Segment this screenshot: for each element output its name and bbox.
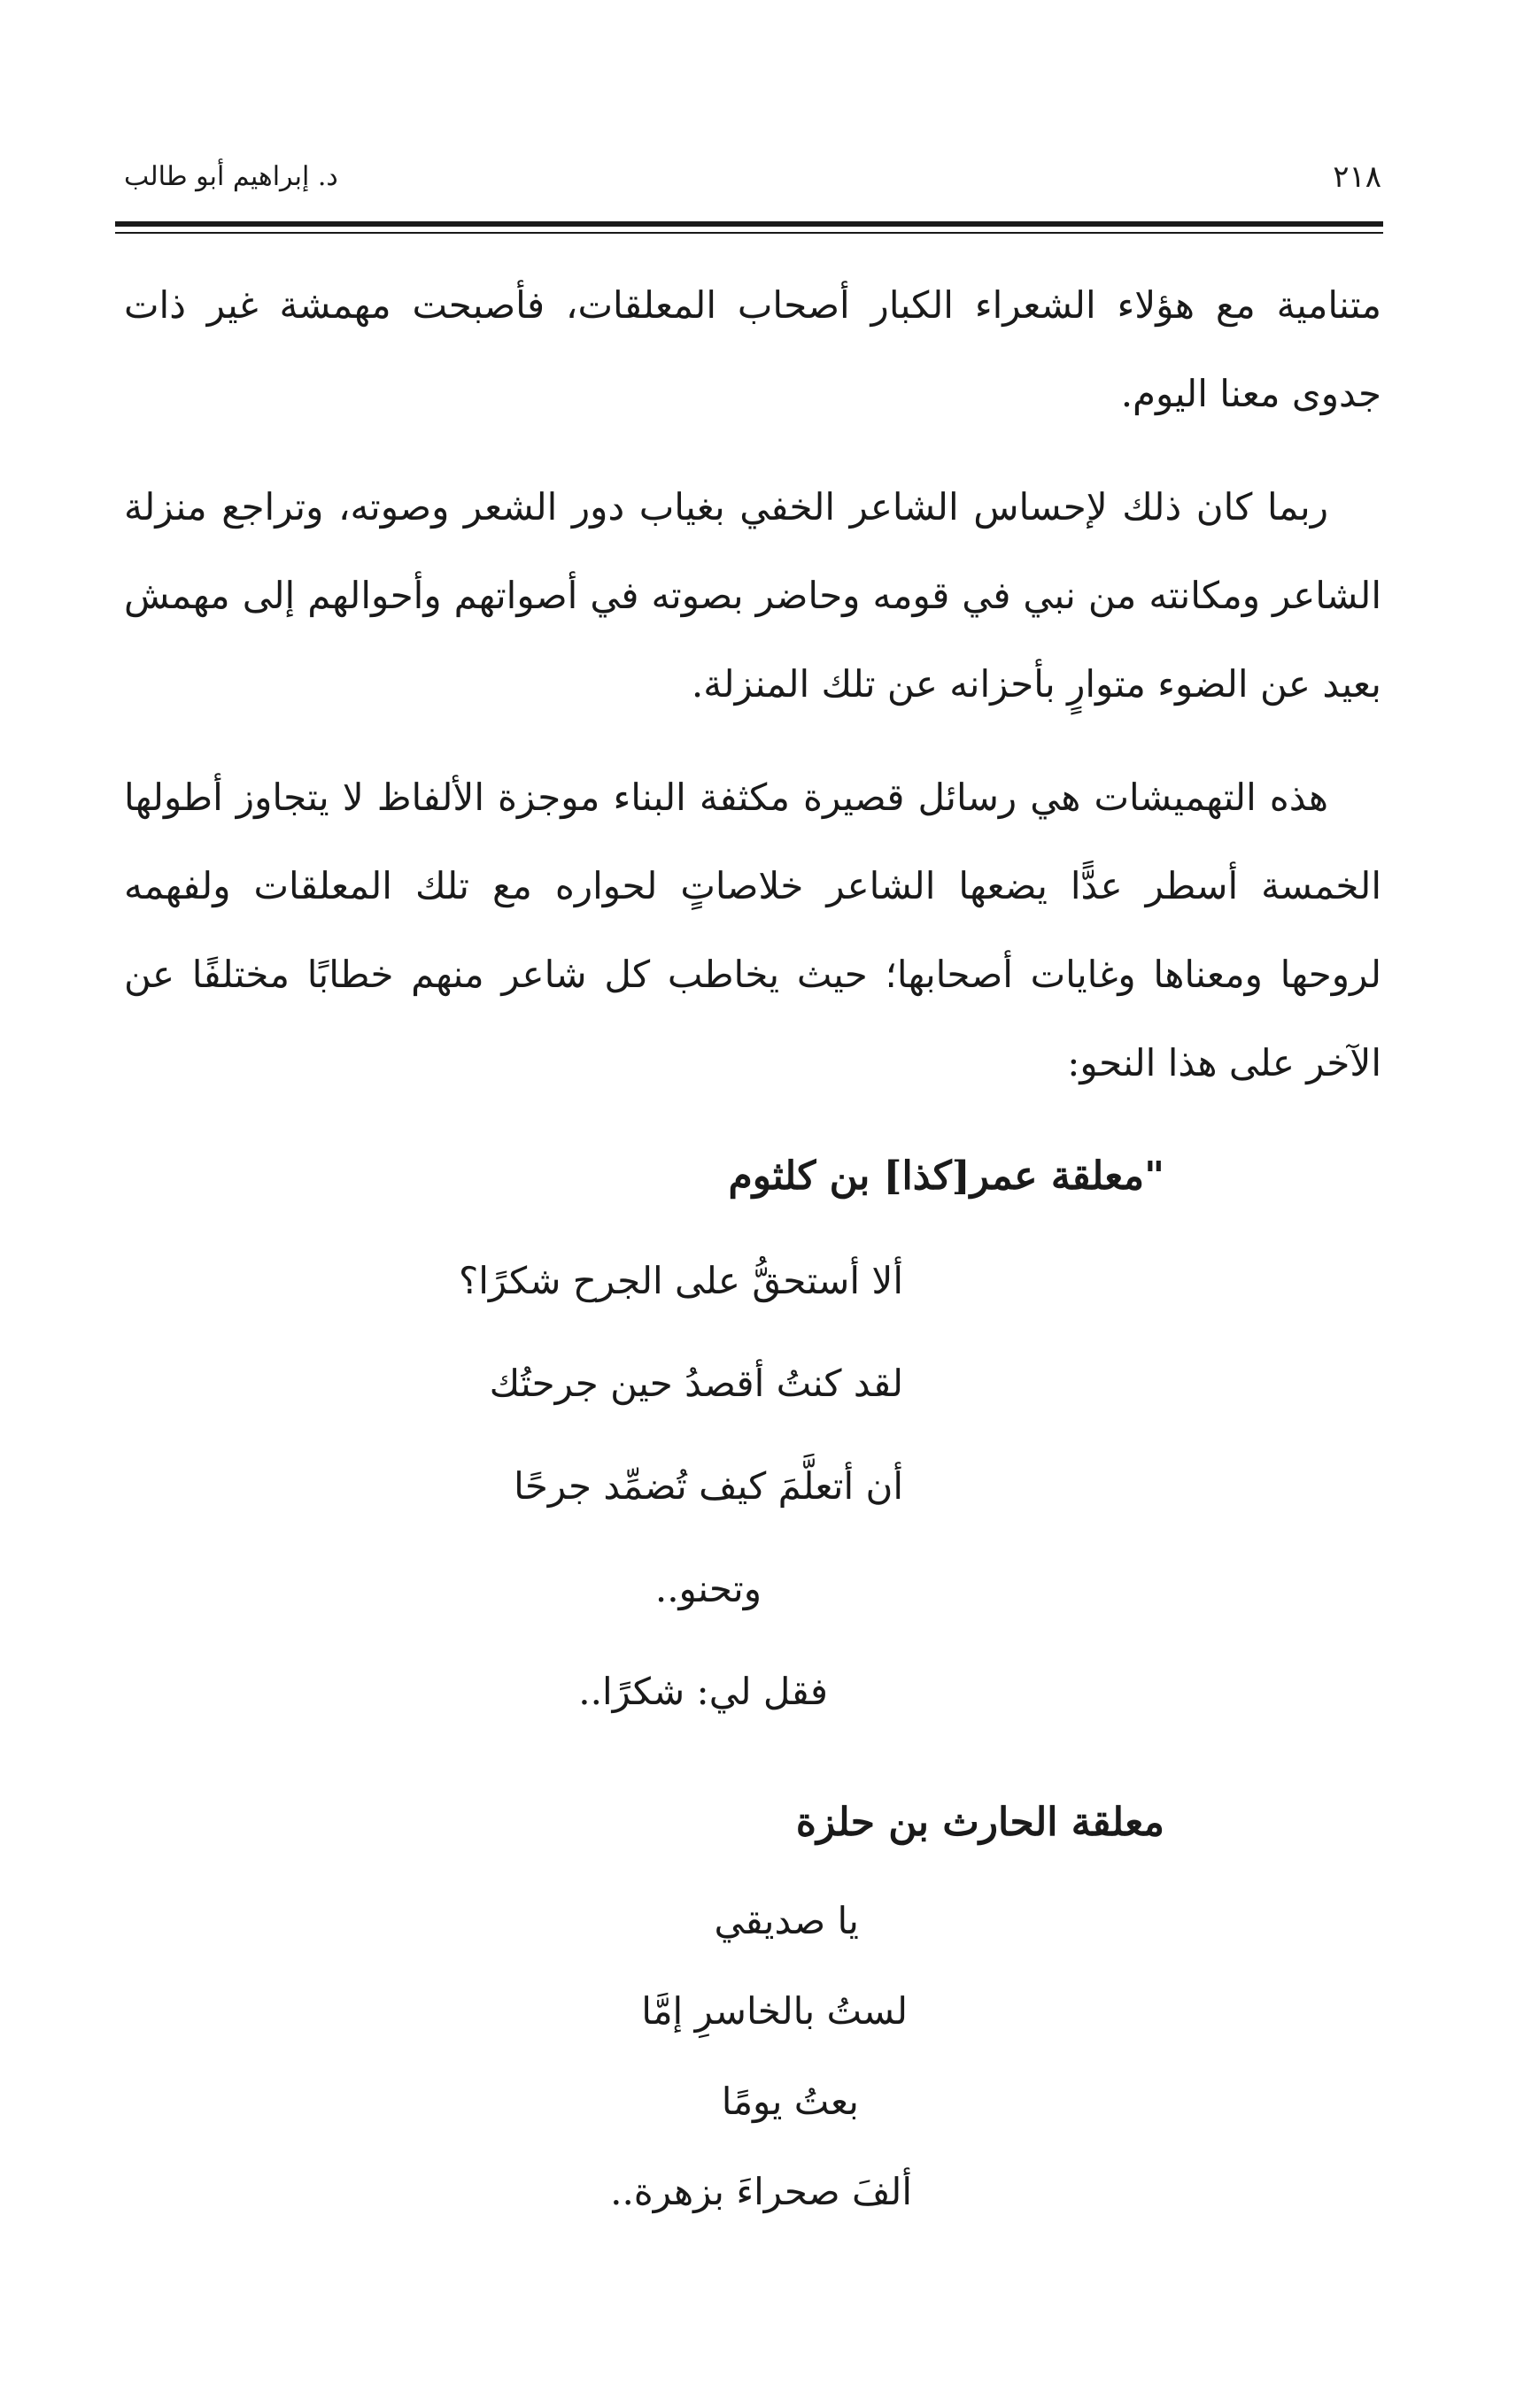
poem-1-line-1: ألا أستحقُّ على الجرح شكرًا؟ <box>458 1259 903 1302</box>
poem-2-line-4: ألفَ صحراءَ بزهرة.. <box>610 2170 912 2213</box>
poem-2-line-3: بعتُ يومًا <box>721 2080 859 2123</box>
poem-1-title: "معلقة عمر[كذا] بن كلثوم <box>728 1154 1164 1199</box>
running-header <box>124 156 1381 209</box>
poem-2-title: معلقة الحارث بن حلزة <box>795 1800 1164 1845</box>
poem-2-line-2: لستُ بالخاسرِ إمَّا <box>641 1989 908 2033</box>
poem-1-line-3: أن أتعلَّمَ كيف تُضمِّد جرحًا <box>514 1464 903 1508</box>
paragraph-3: هذه التهميشات هي رسائل قصيرة مكثفة البناء موجزة الألفاظ لا يتجاوز أطولها الخمسة أسطر عدًّا يضعها الشاعر خلاصاتٍ لحواره مع تلك المعلقات ولفهمه لروحها ومعناها وغايات أصحابها؛ حيث يخاطب كل شاعر منهم خطابًا مختلفًا عن الآخر على هذا النحو: <box>124 776 1381 1084</box>
poem-2-line-1: يا صديقي <box>714 1899 859 1942</box>
poem-1-line-2: لقد كنتُ أقصدُ حين جرحتُك <box>489 1362 903 1405</box>
header-rule-thick <box>115 221 1383 227</box>
page-number: ٢١٨ <box>1333 159 1381 195</box>
paragraph-2: ربما كان ذلك لإحساس الشاعر الخفي بغياب دور الشعر وصوته، وتراجع منزلة الشاعر ومكانته من نبي في قومه وحاضر بصوته في أصواتهم وأحوالهم إلى مهمش بعيد عن الضوء متوارٍ بأحزانه عن تلك المنزلة. <box>124 485 1381 706</box>
page-body <box>124 261 1381 2237</box>
header-rule-thin <box>115 232 1383 234</box>
running-header-author: د. إبراهيم أبو طالب <box>124 161 338 192</box>
poem-1-line-5: فقل لي: شكرًا.. <box>578 1670 828 1713</box>
poem-1-line-4: وتحنو.. <box>654 1567 762 1610</box>
paragraph-1: متنامية مع هؤلاء الشعراء الكبار أصحاب المعلقات، فأصبحت مهمشة غير ذات جدوى معنا اليوم. <box>124 283 1381 415</box>
